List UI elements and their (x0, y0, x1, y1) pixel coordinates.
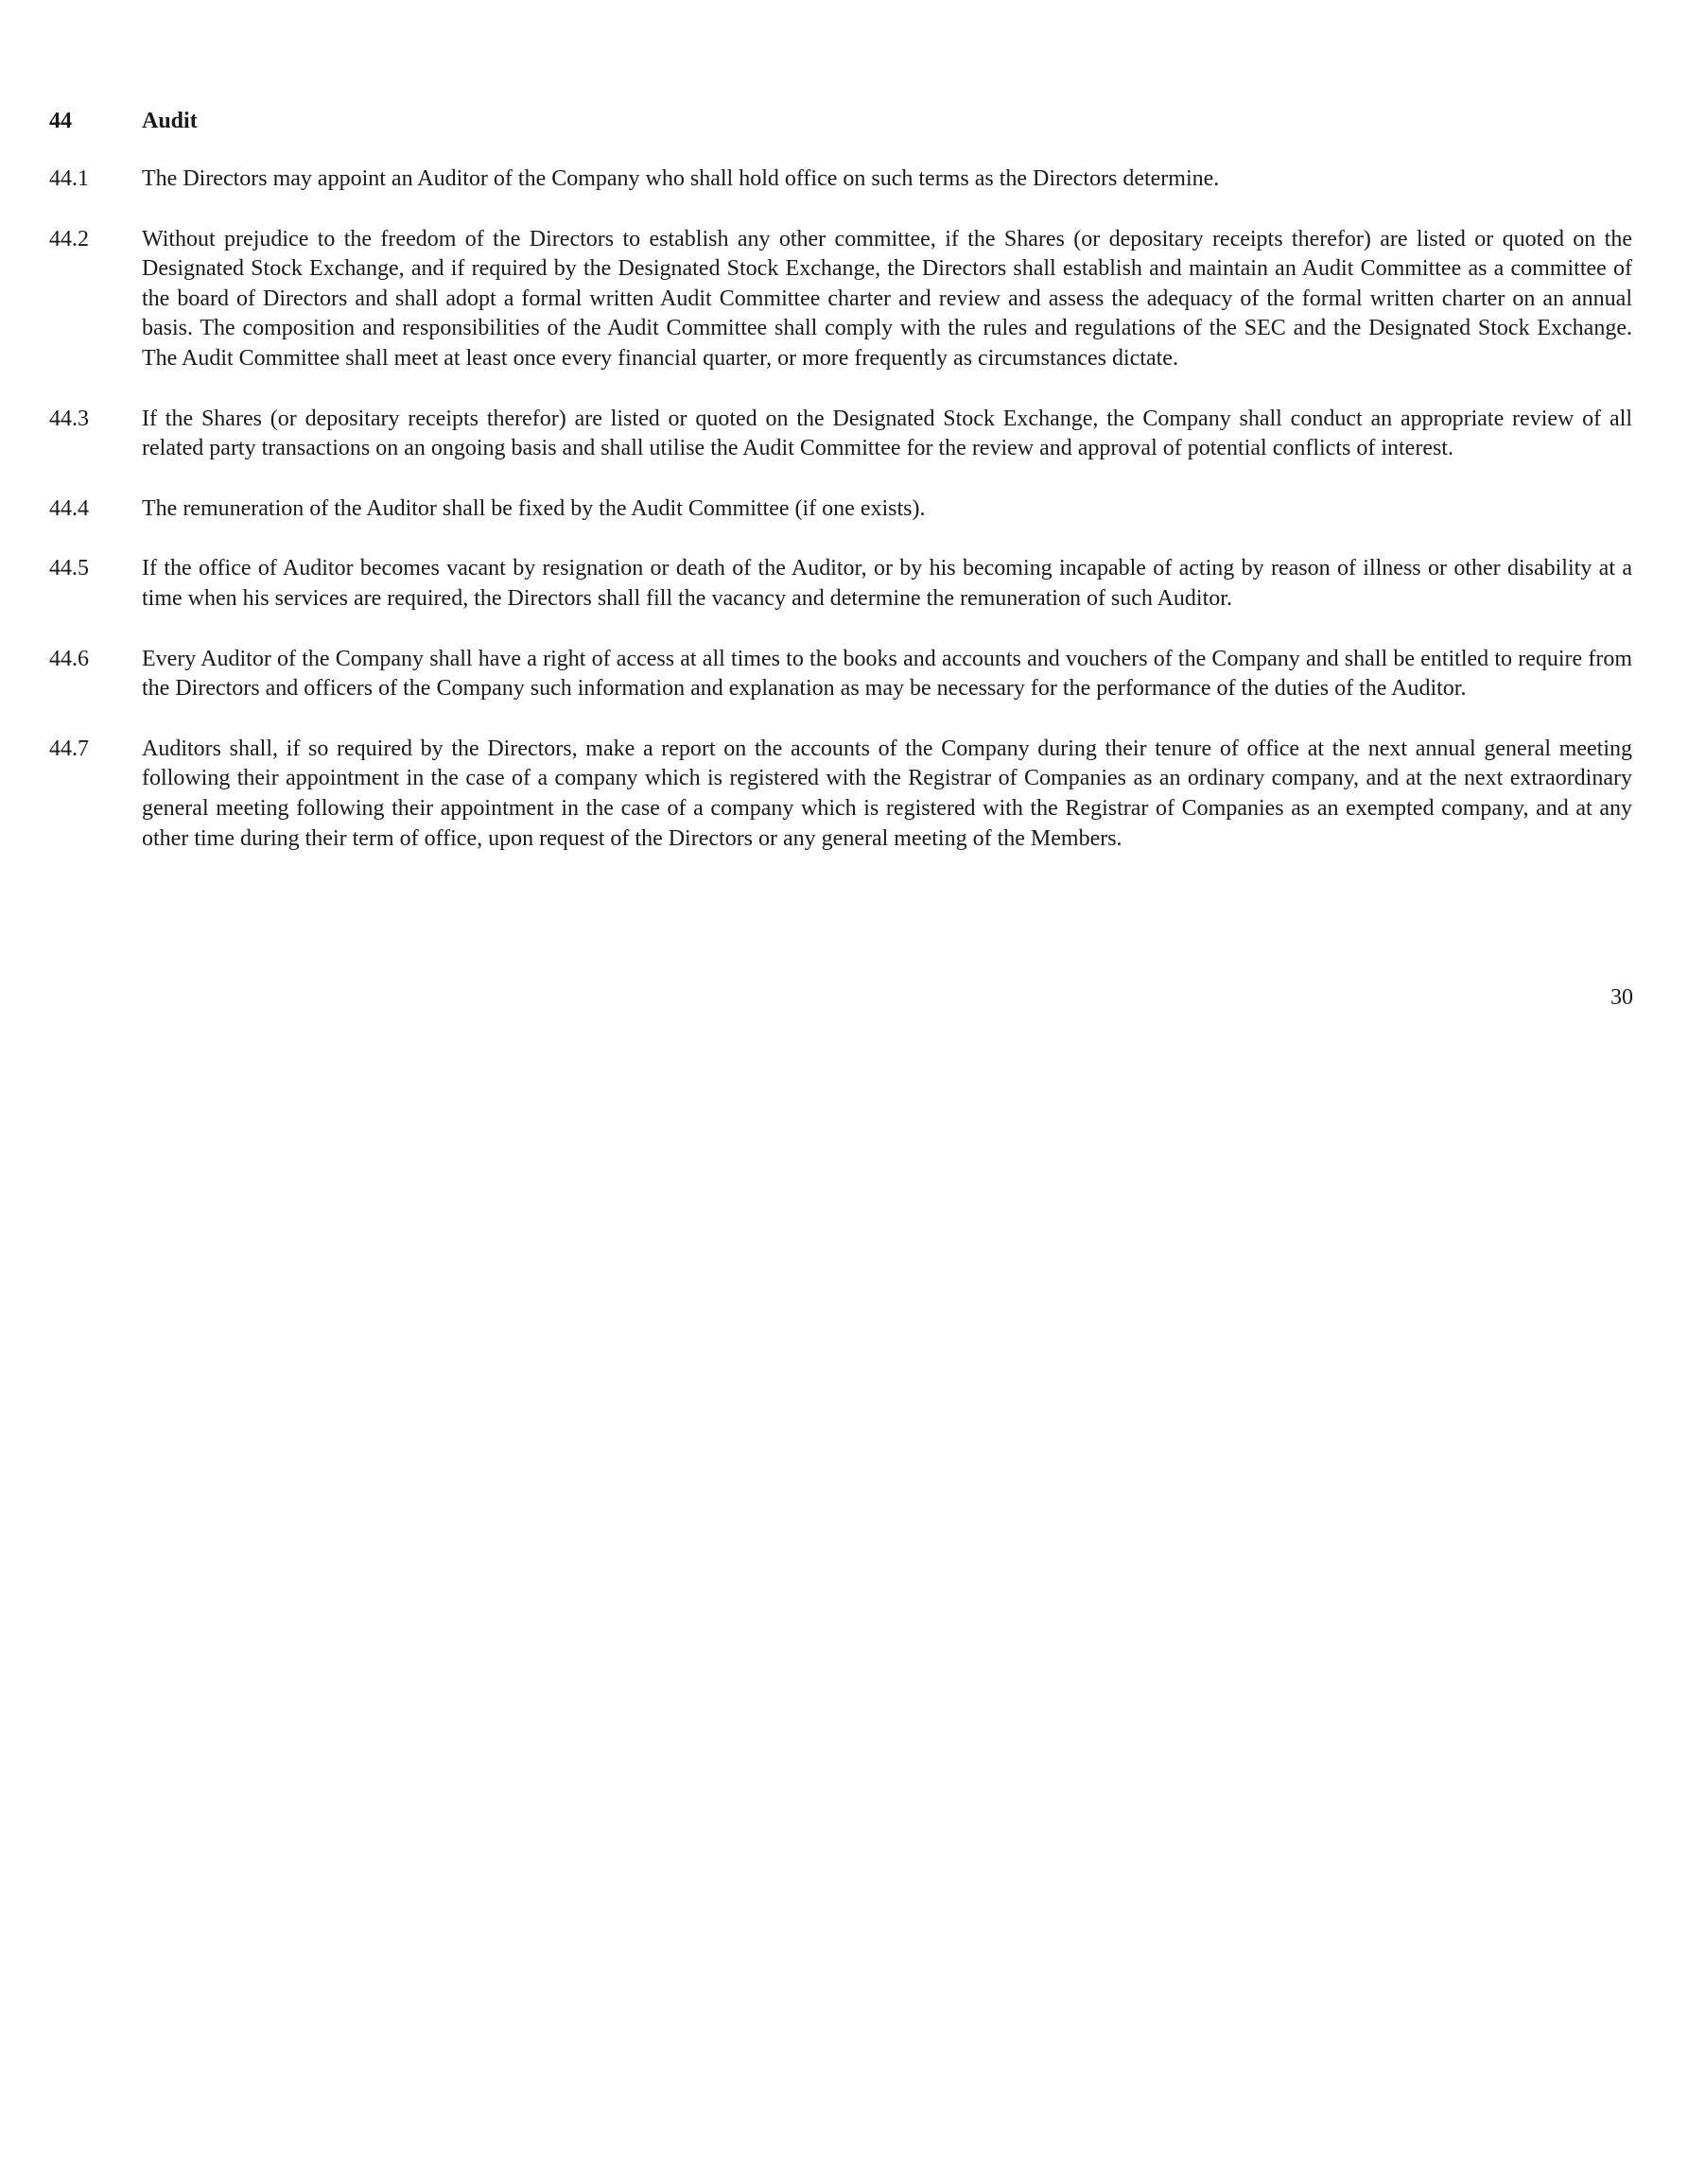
clause-text: The remuneration of the Auditor shall be fixed by the Audit Committee (if one exists). (142, 495, 926, 521)
clause-44-5 (49, 554, 1632, 614)
clause-number: 44.7 (49, 736, 89, 761)
clause-number: 44.1 (49, 166, 89, 191)
clause-text: The Directors may appoint an Auditor of the Company who shall hold office on such terms as the Directors determine. (142, 166, 1220, 191)
clause-44-1 (49, 165, 1632, 195)
clause-number: 44.2 (49, 226, 89, 251)
document-body (49, 106, 1632, 884)
clause-44-6 (49, 645, 1632, 704)
clause-44-2 (49, 225, 1632, 374)
clause-text: Auditors shall, if so required by the Directors, make a report on the accounts of the Company during their tenure of office at the next annual general meeting following their appointment in the case of a company which is registered with the Registrar of Companies as an ordinary company, and at the next extraordinary general meeting following their appointment in the case of a company which is registered with the Registrar of Companies as an exempted company, and at any other time during their term of office, upon request of the Directors or any general meeting of the Members. (142, 736, 1632, 851)
section-number: 44 (49, 109, 72, 133)
section-title: Audit (142, 109, 198, 133)
clause-text: Without prejudice to the freedom of the Directors to establish any other committee, if the Shares (or depositary receipts therefor) are listed or quoted on the Designated Stock Exchange, and if required by the Designated Stock Exchange, the Directors shall establish and maintain an Audit Committee as a committee of the board of Directors and shall adopt a formal written Audit Committee charter and review and assess the adequacy of the formal written charter on an annual basis. The composition and responsibilities of the Audit Committee shall comply with the rules and regulations of the SEC and the Designated Stock Exchange. The Audit Committee shall meet at least once every financial quarter, or more frequently as circumstances dictate. (142, 226, 1632, 371)
clause-44-4 (49, 494, 1632, 525)
clause-text: Every Auditor of the Company shall have a right of access at all times to the books and accounts and vouchers of the Company and shall be entitled to require from the Directors and officers of the Company such information and explanation as may be necessary for the performance of the duties of the Auditor. (142, 646, 1632, 702)
section-heading (49, 106, 1632, 136)
clause-text: If the Shares (or depositary receipts therefor) are listed or quoted on the Designated Stock Exchange, the Company shall conduct an appropriate review of all related party transactions on an ongoing basis and shall utilise the Audit Committee for the review and approval of potential conflicts of interest. (142, 406, 1632, 461)
clause-44-7 (49, 735, 1632, 854)
page-number: 30 (1610, 985, 1633, 1010)
clause-number: 44.3 (49, 406, 89, 431)
clause-number: 44.5 (49, 556, 89, 581)
clause-number: 44.4 (49, 495, 89, 521)
clause-number: 44.6 (49, 646, 89, 671)
clause-text: If the office of Auditor becomes vacant by resignation or death of the Auditor, or by his becoming incapable of acting by reason of illness or other disability at a time when his services are required, the Directors shall fill the vacancy and determine the remuneration of such Auditor. (142, 556, 1632, 611)
clause-44-3 (49, 405, 1632, 464)
